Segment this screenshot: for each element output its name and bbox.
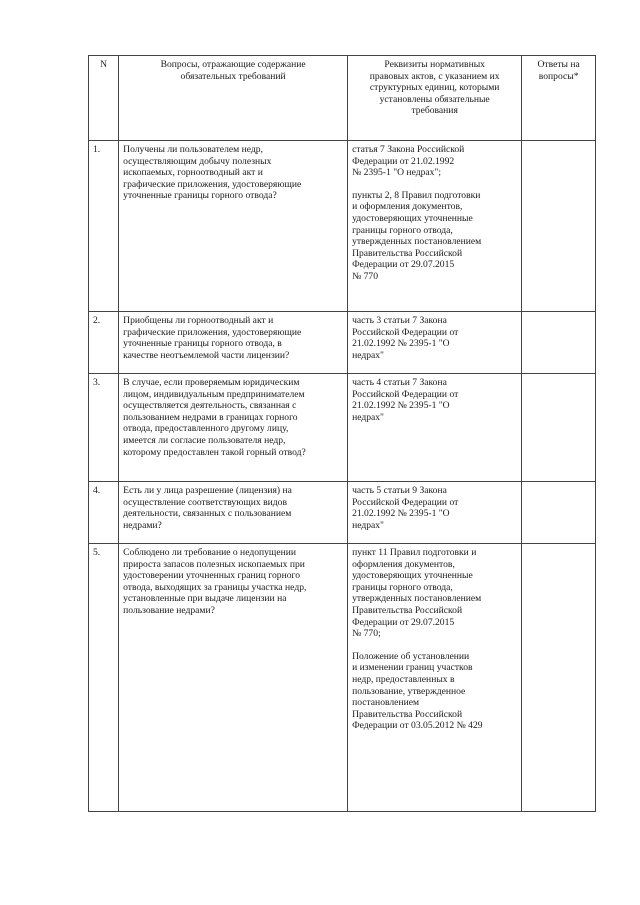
table-row (89, 141, 596, 312)
header-requisites: Реквизиты нормативных правовых актов, с указанием их структурных единиц, которыми установлены обязательные требования (348, 56, 522, 141)
row-number: 2. (89, 312, 119, 374)
table-row (89, 374, 596, 482)
requisite-ref: часть 4 статьи 7 Закона Российской Федерации от 21.02.1992 № 2395-1 "О недрах" (352, 377, 459, 423)
header-questions: Вопросы, отражающие содержание обязательных требований (119, 56, 348, 141)
requisite-ref: пункт 11 Правил подготовки и оформления документов, удостоверяющих уточненные границы горного отвода, утвержденных постановлением Правительства Российской Федерации от 29.07.2015 № 770; (352, 547, 482, 640)
row-number: 5. (89, 544, 119, 812)
row-question: Есть ли у лица разрешение (лицензия) на осуществление соответствующих видов деятельности, связанных с пользованием недрами? (119, 482, 348, 544)
row-answer (522, 374, 596, 482)
row-answer (522, 482, 596, 544)
row-requisites (348, 141, 522, 312)
requirements-table (88, 55, 596, 812)
row-answer (522, 141, 596, 312)
requisite-ref: статья 7 Закона Российской Федерации от 21.02.1992 № 2395-1 "О недрах"; (352, 144, 465, 179)
row-question: В случае, если проверяемым юридическим лицом, индивидуальным предпринимателем осуществляется деятельность, связанная с пользованием недрами в границах горного отвода, предоставленного другому лицу, имеется ли согласие пользователя недр, которому предоставлен такой горный отвод? (119, 374, 348, 482)
row-question: Получены ли пользователем недр, осуществляющим добычу полезных ископаемых, горноотводный акт и графические приложения, удостоверяющие уточненные границы горного отвода? (119, 141, 348, 312)
table-row (89, 544, 596, 812)
row-requisites (348, 482, 522, 544)
row-answer (522, 312, 596, 374)
header-row (89, 56, 596, 141)
table-row (89, 312, 596, 374)
row-question: Приобщены ли горноотводный акт и графические приложения, удостоверяющие уточненные границы горного отвода, в качестве неотъемлемой части лицензии? (119, 312, 348, 374)
requisite-ref: пункты 2, 8 Правил подготовки и оформления документов, удостоверяющих уточненные границы горного отвода, утвержденных постановлением Правительства Российской Федерации от 29.07.2015 № 770 (352, 189, 482, 282)
header-answers: Ответы на вопросы* (522, 56, 596, 141)
requisite-ref: Положение об установлении и изменении границ участков недр, предоставленных в пользование, утвержденное постановлением Правительства Российской Федерации от 03.05.2012 № 429 (352, 650, 483, 732)
row-question: Соблюдено ли требование о недопущении прироста запасов полезных ископаемых при удостоверении уточненных границ горного отвода, выходящих за границы участка недр, установленные при выдаче лицензии на пользование недрами? (119, 544, 348, 812)
row-requisites (348, 544, 522, 812)
row-requisites (348, 312, 522, 374)
row-requisites (348, 374, 522, 482)
row-number: 1. (89, 141, 119, 312)
row-number: 4. (89, 482, 119, 544)
requisite-ref: часть 3 статьи 7 Закона Российской Федерации от 21.02.1992 № 2395-1 "О недрах" (352, 315, 459, 361)
row-number: 3. (89, 374, 119, 482)
requisite-ref: часть 5 статьи 9 Закона Российской Федерации от 21.02.1992 № 2395-1 "О недрах" (352, 485, 459, 531)
table-row (89, 482, 596, 544)
header-number: N (89, 56, 119, 141)
row-answer (522, 544, 596, 812)
